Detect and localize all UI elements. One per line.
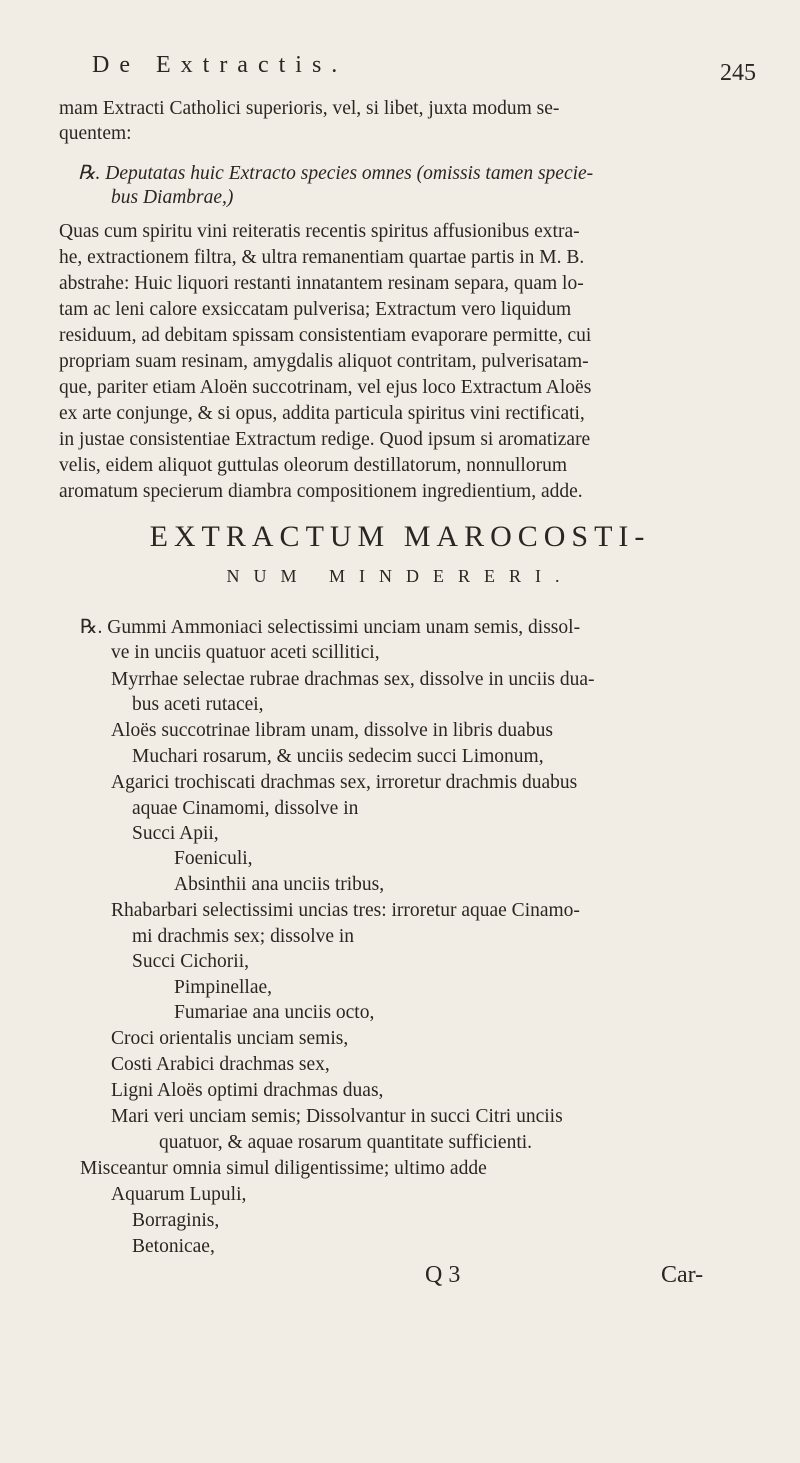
text-line: Myrrhae selectae rubrae drachmas sex, dissolve in unciis dua- <box>111 669 595 690</box>
text-line: Succi Cichorii, <box>132 951 249 972</box>
text-line: Agarici trochiscati drachmas sex, irroretur drachmis duabus <box>111 772 578 793</box>
text-line: Costi Arabici drachmas sex, <box>111 1054 330 1075</box>
text-line: propriam suam resinam, amygdalis aliquot contritam, pulverisatam- <box>59 351 589 372</box>
text-line: Ligni Aloës optimi drachmas duas, <box>111 1080 384 1101</box>
text-line: bus Diambrae,) <box>111 187 234 208</box>
text-line: tam ac leni calore exsiccatam pulverisa; Extractum vero liquidum <box>59 299 572 320</box>
text-line: ℞. Gummi Ammoniaci selectissimi unciam unam semis, dissol- <box>80 617 581 638</box>
text-line: que, pariter etiam Aloën succotrinam, vel ejus loco Extractum Aloës <box>59 377 592 398</box>
text-line: velis, eidem aliquot guttulas oleorum destillatorum, nonnullorum <box>59 455 568 476</box>
text-line: he, extractionem filtra, & ultra remanentiam quartae partis in M. B. <box>59 247 585 268</box>
text-line: ℞. Deputatas huic Extracto species omnes (omissis tamen specie- <box>78 163 594 184</box>
text-line: Succi Apii, <box>132 823 219 844</box>
text-line: abstrahe: Huic liquori restanti innatantem resinam separa, quam lo- <box>59 273 584 294</box>
section-title: EXTRACTUM MAROCOSTI- <box>149 520 651 553</box>
catchword: Car- <box>661 1262 704 1288</box>
text-line: Pimpinellae, <box>174 977 273 998</box>
text-line: Mari veri unciam semis; Dissolvantur in succi Citri unciis <box>111 1106 563 1127</box>
text-line: residuum, ad debitam spissam consistentiam evaporare permitte, cui <box>59 325 592 346</box>
section-subtitle: NUM MINDERERI. <box>226 566 574 586</box>
text-line: Croci orientalis unciam semis, <box>111 1028 349 1049</box>
text-line: bus aceti rutacei, <box>132 694 264 715</box>
text-line: Quas cum spiritu vini reiteratis recentis spiritus affusionibus extra- <box>59 221 580 242</box>
text-line: in justae consistentiae Extractum redige. Quod ipsum si aromatizare <box>59 429 591 450</box>
text-line: Borraginis, <box>132 1210 220 1231</box>
signature-mark: Q 3 <box>425 1262 461 1288</box>
text-line: Fumariae ana unciis octo, <box>174 1002 375 1023</box>
text-line: ex arte conjunge, & si opus, addita particula spiritus vini rectificati, <box>59 403 585 424</box>
text-line: Misceantur omnia simul diligentissime; ultimo adde <box>80 1158 487 1179</box>
text-line: ve in unciis quatuor aceti scillitici, <box>111 642 380 663</box>
running-title: De Extractis. <box>92 52 348 78</box>
text-line: quatuor, & aquae rosarum quantitate sufficienti. <box>159 1132 533 1153</box>
text-line: Aquarum Lupuli, <box>111 1184 247 1205</box>
text-line: Absinthii ana unciis tribus, <box>174 874 385 895</box>
text-line: Foeniculi, <box>174 848 253 869</box>
text-line: Rhabarbari selectissimi uncias tres: irroretur aquae Cinamo- <box>111 900 580 921</box>
page-number: 245 <box>720 60 756 86</box>
text-line: mam Extracti Catholici superioris, vel, si libet, juxta modum se- <box>59 98 560 119</box>
text-line: Aloës succotrinae libram unam, dissolve in libris duabus <box>111 720 553 741</box>
text-line: aquae Cinamomi, dissolve in <box>132 798 359 819</box>
text-line: mi drachmis sex; dissolve in <box>132 926 355 947</box>
text-line: quentem: <box>59 123 132 144</box>
text-line: Betonicae, <box>132 1236 215 1257</box>
text-line: Muchari rosarum, & unciis sedecim succi Limonum, <box>132 746 544 767</box>
page-header <box>0 52 800 92</box>
text-line: aromatum specierum diambra compositionem ingredientium, adde. <box>59 481 583 502</box>
